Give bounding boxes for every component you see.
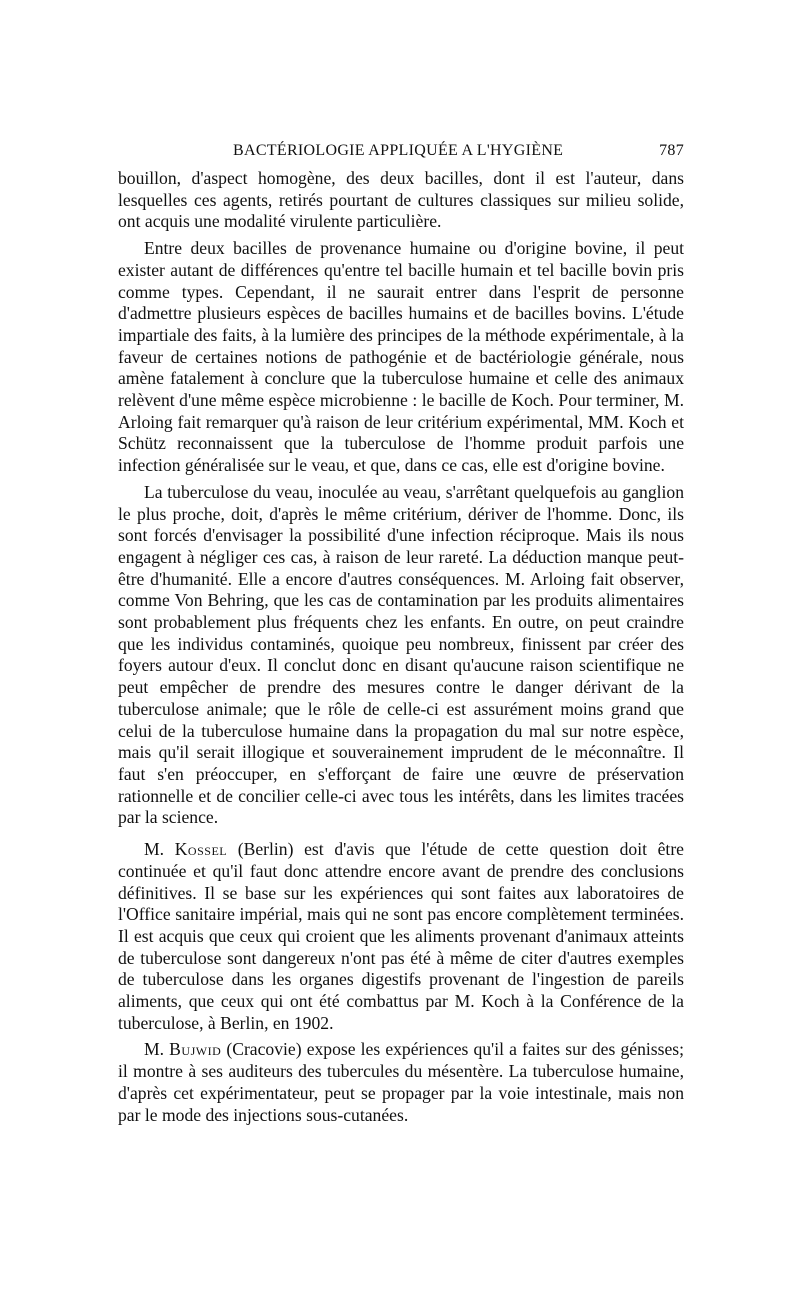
paragraph-kossel — [118, 839, 684, 1034]
paragraph-bujwid — [118, 1039, 684, 1126]
page-number: 787 — [659, 142, 684, 159]
running-header — [118, 140, 684, 168]
paragraph-continuation: bouillon, d'aspect homogène, des deux bacilles, dont il est l'auteur, dans lesquelles ces agents, retirés pourtant de cultures classiques sur milieu solide, ont acquis une modalité virulente particulière. — [118, 168, 684, 232]
speaker-title: M. — [144, 1039, 170, 1060]
speaker-title: M. — [144, 839, 175, 860]
paragraph-bujwid-text: (Cracovie) expose les expériences qu'il a faites sur des génisses; il montre à ses auditeurs des tubercules du mésentère. La tuberculose humaine, d'après cet expérimentateur, peut se propager par la voie intestinale, mais non par le mode des injections sous-cutanées. — [118, 1039, 684, 1125]
running-title: BACTÉRIOLOGIE APPLIQUÉE A L'HYGIÈNE — [233, 142, 564, 159]
body-text — [118, 168, 684, 1126]
paragraph-kossel-text: (Berlin) est d'avis que l'étude de cette question doit être continuée et qu'il faut donc attendre encore avant de prendre des conclusions définitives. Il se base sur les expériences qui sont faites aux laboratoires de l'Office sanitaire impérial, mais qui ne sont pas encore complètement terminées. Il est acquis que ceux qui croient que les aliments provenant d'animaux atteints de tuberculose sont dangereux n'ont pas été à même de citer d'autres exemples de tuberculose dans les organes digestifs provenant de l'ingestion de pareils aliments, que ceux qui ont été combattus par M. Koch à la Conférence de la tuberculose, à Berlin, en 1902. — [118, 839, 684, 1033]
document-page — [118, 140, 684, 1131]
speaker-name-bujwid: Bujwid — [169, 1039, 222, 1060]
paragraph-calf-tuberculosis: La tuberculose du veau, inoculée au veau, s'arrêtant quelquefois au ganglion le plus proche, doit, d'après le même critérium, dériver de l'homme. Donc, ils sont forcés d'envisager la possibilité d'une infection réciproque. Mais ils nous engagent à négliger ces cas, à raison de leur rareté. La déduction manque peut-être d'humanité. Elle a encore d'autres conséquences. M. Arloing fait observer, comme Von Behring, que les cas de contamination par les produits alimentaires sont probablement plus fréquents chez les enfants. En outre, on peut craindre que les individus contaminés, quoique peu nombreux, finissent par créer des foyers autour d'eux. Il conclut donc en disant qu'aucune raison scientifique ne peut empêcher de prendre des mesures contre le danger dérivant de la tuberculose animale; que le rôle de celle-ci est assurément moins grand que celui de la tuberculose humaine dans la propagation du mal sur notre espèce, mais qu'il serait illogique et souverainement imprudent de le méconnaître. Il faut s'en préoccuper, en s'efforçant de faire une œuvre de préservation rationnelle et de concilier celle-ci avec tous les intérêts, dans les limites tracées par la science. — [118, 481, 684, 828]
speaker-name-kossel: Kossel — [174, 839, 228, 860]
paragraph-species: Entre deux bacilles de provenance humaine ou d'origine bovine, il peut exister autant de différences qu'entre tel bacille humain et tel bacille bovin pris comme types. Cependant, il ne saurait entrer dans l'esprit de personne d'admettre plusieurs espèces de bacilles humains et de bacilles bovins. L'étude impartiale des faits, à la lumière des principes de la méthode expérimentale, à la faveur de certaines notions de pathogénie et de bactériologie générale, nous amène fatalement à conclure que la tuberculose humaine et celle des animaux relèvent d'une même espèce microbienne : le bacille de Koch. Pour terminer, M. Arloing fait remarquer qu'à raison de leur critérium expérimental, MM. Koch et Schütz reconnaissent que la tuberculose de l'homme produit parfois une infection généralisée sur le veau, et que, dans ce cas, elle est d'origine bovine. — [118, 238, 684, 476]
